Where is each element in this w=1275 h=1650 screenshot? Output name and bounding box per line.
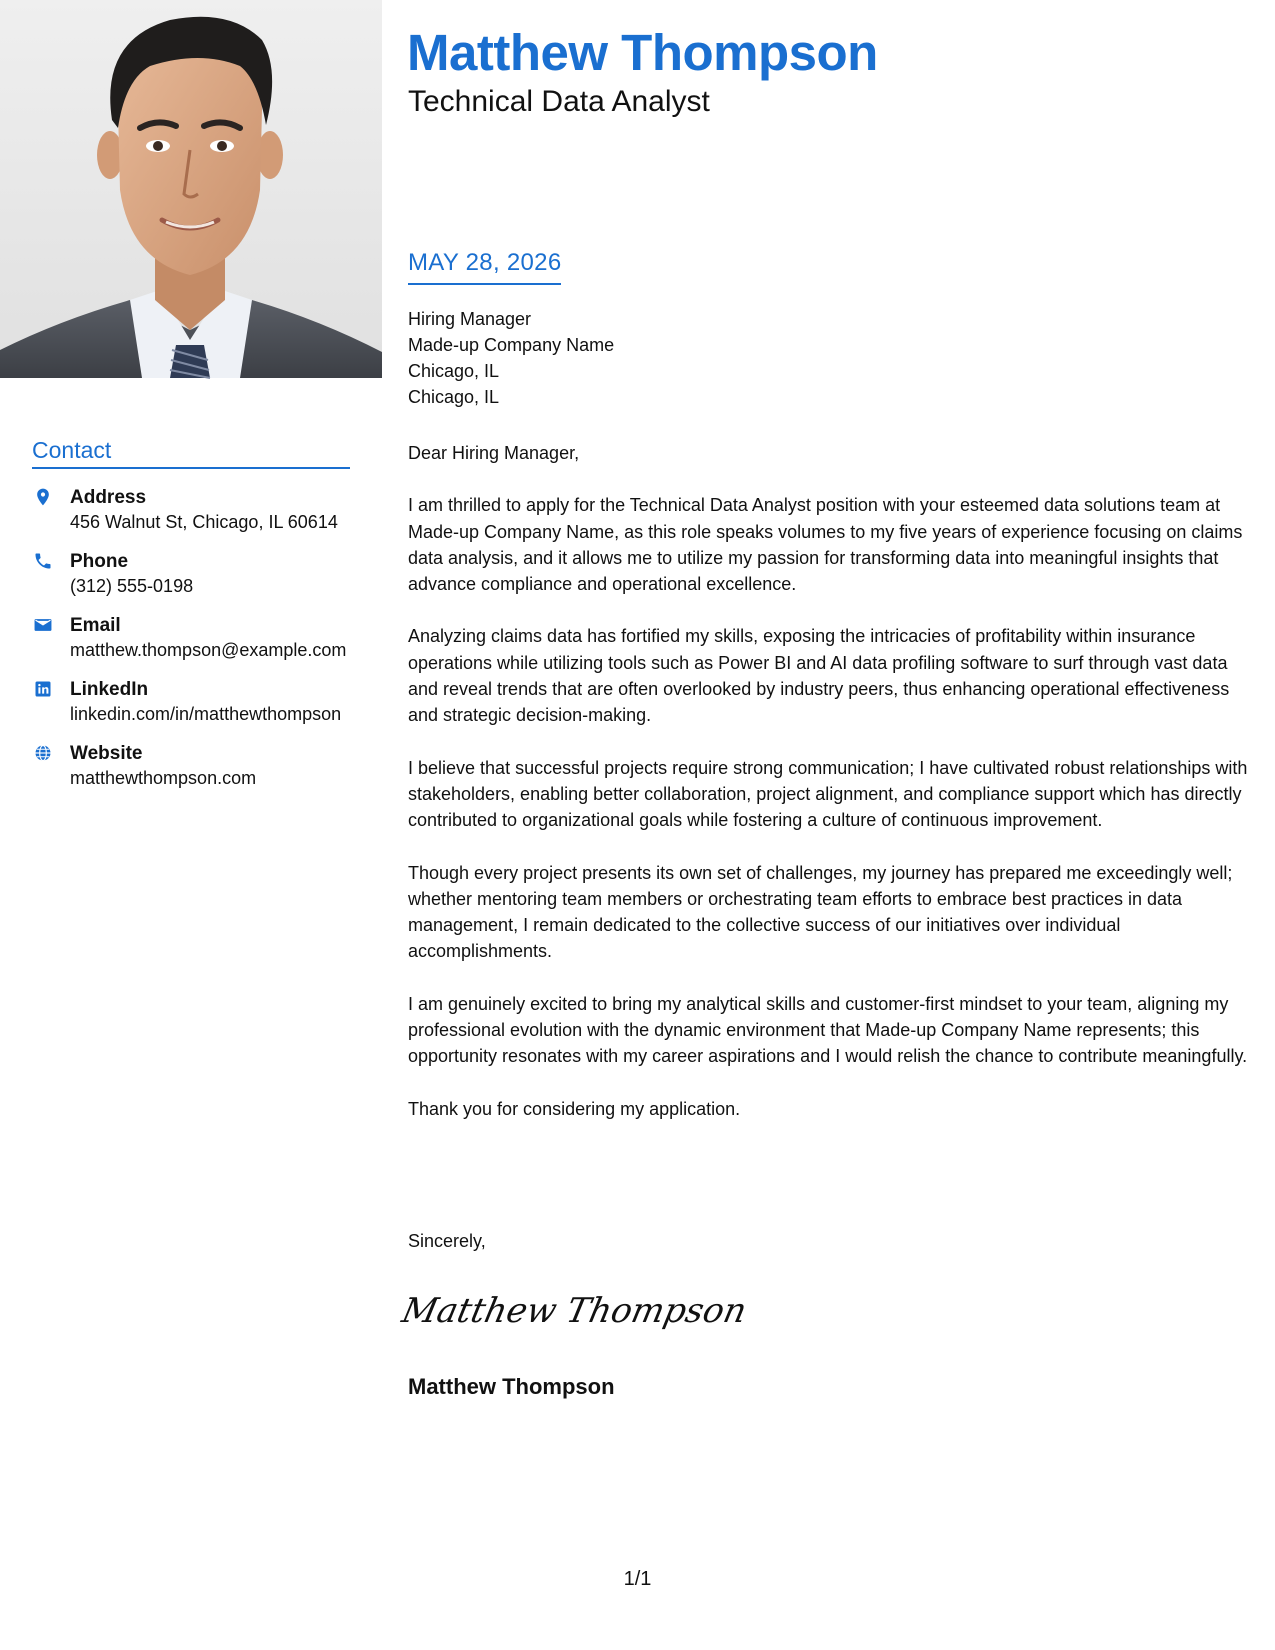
- contact-item-phone: [32, 549, 350, 599]
- handwritten-signature: [398, 1286, 751, 1338]
- profile-photo: [0, 0, 382, 378]
- contact-label: Address: [70, 487, 147, 508]
- contact-item-address: [32, 485, 350, 535]
- linkedin-link[interactable]: linkedin.com/in/matthewthompson: [70, 704, 342, 724]
- recipient-line: Made-up Company Name: [408, 335, 615, 355]
- letter-body: [408, 440, 1248, 1148]
- globe-icon: [32, 742, 54, 764]
- address-value: 456 Walnut St, Chicago, IL 60614: [70, 512, 338, 532]
- phone-value: (312) 555-0198: [70, 576, 194, 596]
- applicant-name: Matthew Thompson: [407, 24, 878, 81]
- contact-label: Website: [70, 743, 143, 764]
- letter-paragraph: I believe that successful projects require strong communication; I have cultivated robust relationships with stakeholders, enabling better collaboration, project alignment, and compliance support which has directly contributed to organizational goals while fostering a culture of continuous improvement.: [408, 757, 1248, 831]
- contact-item-linkedin: [32, 677, 350, 727]
- letter-date: MAY 28, 2026: [408, 247, 561, 285]
- linkedin-icon: [32, 678, 54, 700]
- closing: Sincerely,: [408, 1231, 486, 1251]
- envelope-icon: [32, 614, 54, 636]
- letter-paragraph: Analyzing claims data has fortified my skills, exposing the intricacies of profitability within insurance operations while utilizing tools such as Power BI and AI data profiling software to surf through vast data and reveal trends that are often overlooked by industry peers, thus enhancing operational effectiveness and strategic decision-making.: [408, 626, 1230, 726]
- contact-label: Email: [70, 615, 121, 636]
- website-link[interactable]: matthewthompson.com: [70, 768, 257, 788]
- contact-section: [32, 436, 350, 805]
- applicant-role: Technical Data Analyst: [408, 85, 710, 118]
- letter-paragraph: Though every project presents its own set of challenges, my journey has prepared me exceedingly well; whether mentoring team members or orchestrating team efforts to embrace best practices in data management, I remain dedicated to the collective success of our initiatives over individual accomplishments.: [408, 862, 1233, 962]
- recipient-block: [408, 306, 614, 410]
- contact-label: LinkedIn: [70, 679, 149, 700]
- recipient-line: Chicago, IL: [408, 387, 500, 407]
- contact-label: Phone: [70, 551, 129, 572]
- signer-name: Matthew Thompson: [408, 1374, 615, 1399]
- contact-heading: Contact: [32, 436, 350, 469]
- portrait-photo-icon: [0, 0, 382, 378]
- email-link[interactable]: matthew.thompson@example.com: [70, 640, 347, 660]
- page-number: 1/1: [623, 1568, 652, 1590]
- contact-item-email: [32, 613, 350, 663]
- signature-text: Matthew Thompson: [398, 1291, 751, 1331]
- recipient-line: Chicago, IL: [408, 361, 500, 381]
- recipient-line: Hiring Manager: [408, 309, 532, 329]
- signature-image: [398, 1286, 751, 1338]
- location-pin-icon: [32, 486, 54, 508]
- salutation: Dear Hiring Manager,: [408, 443, 580, 463]
- phone-icon: [32, 550, 54, 572]
- letter-paragraph: I am genuinely excited to bring my analytical skills and customer-first mindset to your team, aligning my professional evolution with the dynamic environment that Made-up Company Name represents; this opportunity resonates with my career aspirations and I would relish the chance to contribute meaningfully.: [408, 993, 1248, 1067]
- letter-paragraph: I am thrilled to apply for the Technical Data Analyst position with your esteemed data solutions team at Made-up Company Name, as this role speaks volumes to my five years of experience focusing on claims data analysis, and it allows me to utilize my passion for transforming data into meaningful insights that advance compliance and operational excellence.: [408, 495, 1243, 595]
- letter-paragraph: Thank you for considering my application.: [408, 1098, 741, 1119]
- contact-item-website: [32, 741, 350, 791]
